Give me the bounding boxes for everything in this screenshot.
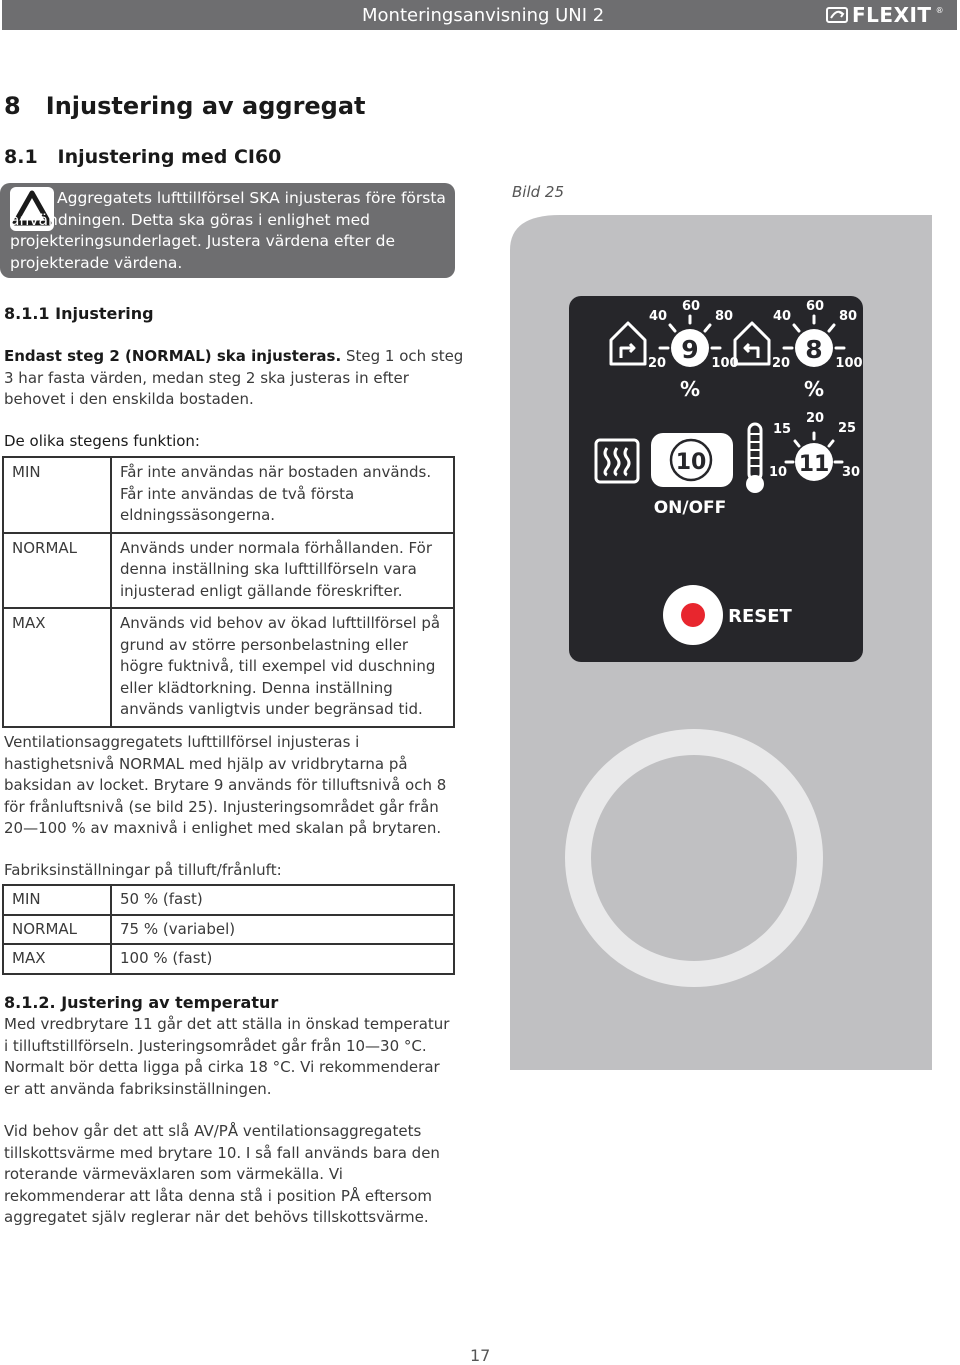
paragraph-heating: Vid behov går det att slå AV/PÅ ventilationsaggregatets tillskottsvärme med brytare 10. I så fall används bara den roterande värmeväxlaren som värmekälla. Vi rekommenderar att låta denna stå i position PÅ eftersom aggregatet själv reglerar när det behövs tillskottsvärme. — [4, 1122, 440, 1226]
sub1-lead-bold: Endast steg 2 (NORMAL) ska injusteras. — [4, 347, 342, 365]
dial-9-tick-40: 40 — [648, 309, 668, 324]
table-row — [3, 457, 454, 533]
dial-8-tick-100: 100 — [835, 356, 863, 371]
sub2-paragraph: Med vredbrytare 11 går det att ställa in önskad temperatur i tilluftstillförseln. Justeringsområdet går från 10—30 °C. Normalt bör detta ligga på cirka 18 °C. Vi rekommenderar er att använda fabriksinställningen. — [4, 1015, 450, 1098]
row-value: 75 % (variabel) — [111, 915, 454, 945]
functions-table — [2, 456, 455, 728]
dial-8-tick-20: 20 — [771, 356, 791, 371]
row-key: NORMAL — [3, 533, 111, 609]
dial-9-unit: % — [679, 377, 701, 401]
dial-9-number: 9 — [681, 335, 699, 364]
section-heading: 8 Injustering av aggregat — [4, 92, 366, 120]
header-title: Monteringsanvisning UNI 2 — [362, 5, 605, 26]
table-row — [3, 533, 454, 609]
table-row — [3, 608, 454, 727]
dial-11-tick-20: 20 — [805, 411, 825, 426]
dial-11-tick-15: 15 — [772, 422, 792, 437]
dial-8-tick-80: 80 — [838, 309, 858, 324]
control-panel-figure — [500, 210, 960, 1080]
row-key: NORMAL — [3, 915, 111, 945]
dial-8-unit: % — [803, 377, 825, 401]
dial-9-tick-60: 60 — [681, 299, 701, 314]
reset-label: RESET — [728, 606, 792, 627]
page-number: 17 — [470, 1346, 491, 1365]
sub2-title: 8.1.2. Justering av temperatur — [4, 993, 279, 1012]
row-value: 50 % (fast) — [111, 885, 454, 915]
row-key: MIN — [3, 885, 111, 915]
dial-11-number: 11 — [798, 452, 830, 477]
thermometer-icon — [746, 424, 764, 493]
subsection-heading: 8.1 Injustering med CI60 — [4, 146, 282, 168]
trademark-mark: ® — [935, 6, 944, 15]
row-key: MIN — [3, 457, 111, 533]
table-row — [3, 915, 454, 945]
figure-caption: Bild 25 — [512, 183, 565, 201]
factory-heading: Fabriksinställningar på tilluft/frånluft: — [4, 861, 282, 879]
dial-9-tick-80: 80 — [714, 309, 734, 324]
warning-text: Aggregatets lufttillförsel SKA injusteras före första användningen. Detta ska göras i enlighet med projekteringsunderlaget. Justera värdena efter de projekterade värdena. — [10, 189, 446, 272]
row-key: MAX — [3, 608, 111, 727]
sub1-paragraph — [4, 346, 464, 411]
factory-table — [2, 884, 455, 975]
row-value: Används vid behov av ökad lufttillförsel på grund av större personbelastning eller högre fuktnivå, till exempel vid duschning eller klädtorkning. Denna inställning används vanligtvis under begränsad tid. — [111, 608, 454, 727]
switch-10-number: 10 — [675, 450, 707, 475]
logo-text: FLEXIT — [852, 3, 932, 27]
sub1-title: 8.1.1 Injustering — [4, 304, 154, 323]
row-value: Används under normala förhållanden. För denna inställning ska lufttillförseln vara injusterad enligt gällande föreskrifter. — [111, 533, 454, 609]
dial-11-tick-25: 25 — [837, 421, 857, 436]
row-key: MAX — [3, 944, 111, 974]
table-row — [3, 944, 454, 974]
sub1-lead-rest: Steg 1 och steg 3 har fasta värden, medan steg 2 ska justeras in efter behovet i den enskilda bostaden. — [4, 347, 464, 408]
switch-10-label: ON/OFF — [653, 498, 727, 518]
reset-button-led — [681, 603, 705, 627]
dial-11-tick-30: 30 — [841, 465, 861, 480]
flexit-logo-icon — [826, 6, 848, 24]
dial-9-tick-20: 20 — [647, 356, 667, 371]
functions-heading: De olika stegens funktion: — [4, 432, 200, 450]
dial-8-tick-60: 60 — [805, 299, 825, 314]
dial-8-tick-40: 40 — [772, 309, 792, 324]
brand-logo — [826, 4, 944, 26]
row-value: 100 % (fast) — [111, 944, 454, 974]
dial-11-tick-10: 10 — [768, 465, 788, 480]
row-value: Får inte användas när bostaden används. Får inte användas de två första eldningssäsongerna. — [111, 457, 454, 533]
dial-9-tick-100: 100 — [711, 356, 739, 371]
switch-10[interactable] — [651, 433, 733, 518]
paragraph-adjustment: Ventilationsaggregatets lufttillförsel injusteras i hastighetsnivå NORMAL med hjälp av vridbrytarna på baksidan av locket. Brytare 9 används för tilluftsnivå och 8 för frånluftsnivå (se bild 25). Injusteringsområdet går från 20—100 % av maxnivå i enlighet med skalan på brytaren. — [4, 733, 447, 837]
table-row — [3, 885, 454, 915]
dial-8-number: 8 — [805, 335, 823, 364]
